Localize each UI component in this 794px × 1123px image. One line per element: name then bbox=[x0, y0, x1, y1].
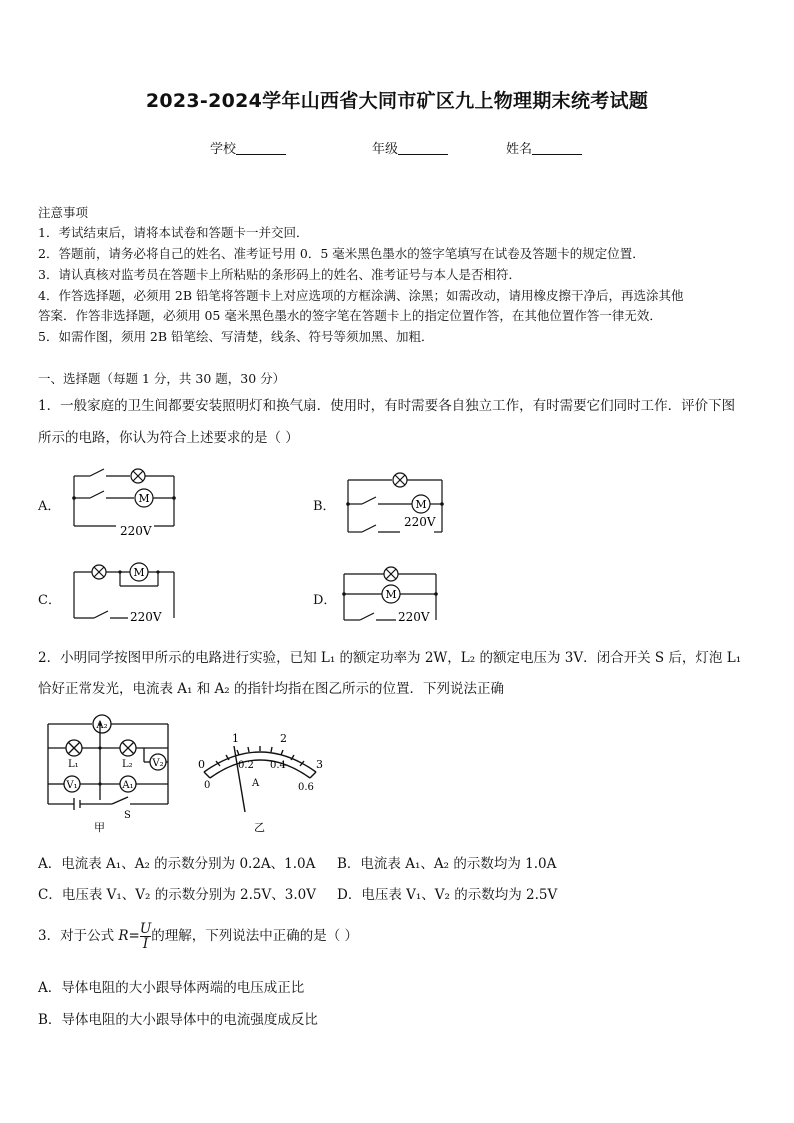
notice-heading: 注意事项 bbox=[38, 205, 89, 220]
formula-lhs: R= bbox=[118, 928, 140, 944]
circuit-a-diagram bbox=[68, 466, 180, 542]
question-3-option-b[interactable]: B．导体电阻的大小跟导体中的电流强度成反比 bbox=[38, 1012, 318, 1028]
question-1-text: 1．一般家庭的卫生间都要安装照明灯和换气扇．使用时，有时需要各自独立工作，有时需要它们同时工作．评价下图 bbox=[38, 398, 736, 414]
voltage-label: 220V bbox=[398, 610, 430, 624]
section-heading: 一、选择题（每题 1 分，共 30 题，30 分） bbox=[38, 371, 286, 386]
option-b-label: B． bbox=[313, 499, 336, 514]
question-3-text bbox=[38, 922, 358, 951]
figure-yi-label: 乙 bbox=[254, 821, 265, 834]
question-3-prefix: 3．对于公式 bbox=[38, 928, 119, 944]
notice-item: 答案．作答非选择题，必须用 05 毫米黑色墨水的签字笔在答题卡上的指定位置作答，在其他位置作答一律无效． bbox=[38, 308, 662, 323]
option-a-label: A． bbox=[38, 499, 61, 514]
formula-fraction bbox=[140, 922, 151, 951]
notice-item: 3．请认真核对监考员在答题卡上所粘贴的条形码上的姓名、准考证号与本人是否相符． bbox=[38, 267, 521, 282]
option-d-label: D． bbox=[313, 593, 337, 608]
notice-item: 2．答题前，请务必将自己的姓名、准考证号用 0．5 毫米黑色墨水的签字笔填写在试卷及答题卡的规定位置． bbox=[38, 246, 645, 261]
meter-scale-diagram bbox=[190, 728, 330, 836]
voltmeter-v2-label: V₂ bbox=[152, 758, 164, 769]
figure-jia-label: 甲 bbox=[94, 821, 105, 834]
question-2-option-a[interactable]: A．电流表 A₁、A₂ 的示数分别为 0.2A、1.0A bbox=[38, 856, 316, 872]
question-2-option-c[interactable]: C．电压表 V₁、V₂ 的示数分别为 2.5V、3.0V bbox=[38, 887, 316, 903]
scale-bottom-0: 0 bbox=[204, 780, 211, 791]
school-field[interactable] bbox=[210, 138, 286, 157]
ammeter-a2-label: A₂ bbox=[96, 720, 108, 731]
school-label: 学校 bbox=[210, 142, 237, 157]
notice-item: 4．作答选择题，必须用 2B 铅笔将答题卡上对应选项的方框涂满、涂黑；如需改动，请用橡皮擦干净后，再选涂其他 bbox=[38, 288, 684, 303]
meter-unit-label: A bbox=[252, 778, 260, 789]
option-c-label: C． bbox=[38, 593, 61, 608]
switch-s-label: S bbox=[124, 810, 131, 821]
question-2-text: 恰好正常发光，电流表 A₁ 和 A₂ 的指针均指在图乙所示的位置．下列说法正确 bbox=[38, 681, 504, 697]
scale-bottom-0-6: 0.6 bbox=[298, 782, 314, 793]
scale-top-1: 1 bbox=[232, 732, 239, 745]
circuit-jia-diagram bbox=[40, 712, 180, 836]
scale-top-3: 3 bbox=[316, 758, 323, 771]
circuit-c-diagram bbox=[68, 562, 180, 626]
question-2-text: 2．小明同学按图甲所示的电路进行实验，已知 L₁ 的额定功率为 2W，L₂ 的额定电压为 3V．闭合开关 S 后，灯泡 L₁ bbox=[38, 650, 742, 666]
formula-numerator: U bbox=[139, 921, 152, 937]
lamp-l1-label: L₁ bbox=[68, 759, 79, 770]
ammeter-a1-label: A₁ bbox=[122, 780, 134, 791]
circuit-d-diagram bbox=[338, 566, 450, 630]
scale-bottom-0-2: 0.2 bbox=[238, 760, 254, 771]
scale-top-2: 2 bbox=[280, 732, 287, 745]
name-label: 姓名 bbox=[506, 142, 533, 157]
voltage-label: 220V bbox=[404, 515, 436, 529]
grade-field[interactable] bbox=[372, 138, 448, 157]
voltmeter-v1-label: V₁ bbox=[66, 780, 78, 791]
voltage-label: 220V bbox=[130, 610, 162, 624]
motor-label: M bbox=[415, 498, 427, 511]
voltage-label: 220V bbox=[120, 524, 152, 538]
question-3-option-a[interactable]: A．导体电阻的大小跟导体两端的电压成正比 bbox=[38, 980, 305, 996]
lamp-l2-label: L₂ bbox=[122, 759, 133, 770]
question-2-option-d[interactable]: D．电压表 V₁、V₂ 的示数均为 2.5V bbox=[337, 887, 558, 903]
motor-label: M bbox=[385, 588, 397, 601]
motor-label: M bbox=[138, 492, 150, 505]
circuit-b-diagram bbox=[342, 472, 450, 542]
notice-item: 5．如需作图，须用 2B 铅笔绘、写清楚，线条、符号等须加黑、加粗． bbox=[38, 329, 434, 344]
formula-denominator: I bbox=[140, 936, 151, 951]
notice-item: 1．考试结束后，请将本试卷和答题卡一并交回． bbox=[38, 225, 309, 240]
question-1-text: 所示的电路，你认为符合上述要求的是（ ） bbox=[38, 430, 299, 446]
name-field[interactable] bbox=[506, 138, 582, 157]
motor-label: M bbox=[133, 566, 145, 579]
scale-top-0: 0 bbox=[198, 758, 205, 771]
question-2-option-b[interactable]: B．电流表 A₁、A₂ 的示数均为 1.0A bbox=[337, 856, 557, 872]
page-title: 2023-2024学年山西省大同市矿区九上物理期末统考试题 bbox=[145, 90, 649, 112]
question-3-suffix: 的理解，下列说法中正确的是（ ） bbox=[151, 928, 359, 944]
scale-bottom-0-4: 0.4 bbox=[270, 760, 286, 771]
grade-label: 年级 bbox=[372, 142, 399, 157]
